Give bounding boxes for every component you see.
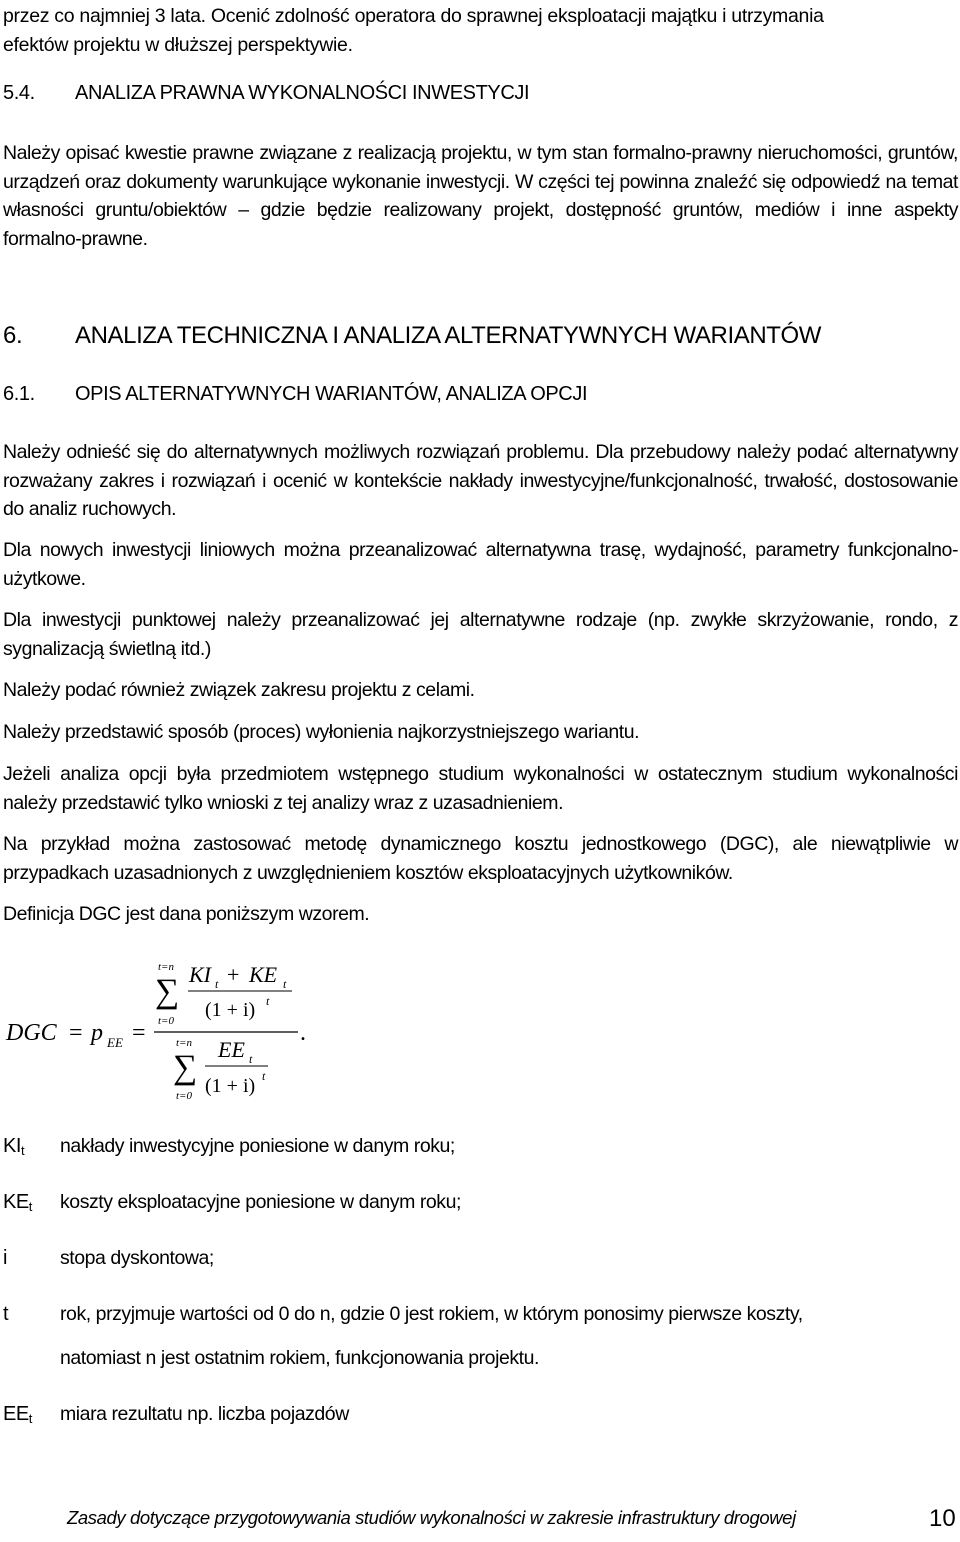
numerator-denominator: (1 + i) (205, 999, 256, 1021)
paragraph-point-investments: Dla inwestycji punktowej należy przeanalizować jej alternatywne rodzaje (np. zwykłe skrzyżowanie, rondo, z sygnalizacją świetlną itd.) (3, 609, 958, 660)
top-paragraph-line-1: przez co najmniej 3 lata. Ocenić zdolność operatora do sprawnej eksploatacji majątku i utrzymania (3, 5, 824, 27)
denominator-exponent: t (262, 1069, 266, 1083)
dgc-formula (0, 958, 420, 1108)
ke-subscript: t (283, 977, 287, 991)
page-footer: Zasady dotyczące przygotowywania studiów wykonalności w zakresie infrastruktury drogowej (67, 1507, 796, 1528)
formula-lhs: DGC (6, 1020, 57, 1046)
ke-term: KE (249, 962, 278, 987)
section-title: ANALIZA PRAWNA WYKONALNOŚCI INWESTYCJI (75, 82, 530, 104)
chapter-6-heading (3, 322, 821, 350)
sigma-symbol-2: ∑ (173, 1049, 198, 1086)
formula-p-subscript: EE (107, 1035, 123, 1050)
definition-text-continued: natomiast n jest ostatnim rokiem, funkcjonowania projektu. (60, 1347, 539, 1369)
ki-subscript: t (215, 977, 219, 991)
ee-subscript: t (249, 1052, 253, 1066)
paragraph-project-goals: Należy podać również związek zakresu projektu z celami. (3, 679, 475, 701)
denominator-denominator: (1 + i) (205, 1075, 256, 1097)
ee-term: EE (218, 1037, 245, 1062)
definition-symbol: i (3, 1247, 7, 1269)
definition-text: miara rezultatu np. liczba pojazdów (60, 1403, 349, 1425)
section-5-4-heading (3, 82, 529, 105)
upper-limit-2: t=n (176, 1037, 192, 1049)
definition-text: koszty eksploatacyjne poniesione w danym roku; (60, 1191, 461, 1213)
paragraph-preliminary-study: Jeżeli analiza opcji była przedmiotem wstępnego studium wykonalności w ostatecznym studium wykonalności należy przedstawić tylko wnioski z tej analizy wraz z uzasadnieniem. (3, 763, 958, 814)
formula-equals: = (69, 1020, 83, 1046)
definition-symbol: $EE_t$ (3, 1403, 32, 1426)
numerator-exponent: t (266, 994, 270, 1008)
section-title: OPIS ALTERNATYWNYCH WARIANTÓW, ANALIZA OPCJI (75, 383, 588, 405)
upper-limit: t=n (158, 961, 174, 973)
sigma-symbol: ∑ (155, 973, 180, 1010)
definition-symbol: $KE_t$ (3, 1191, 32, 1214)
section-number: 6.1. (3, 383, 35, 405)
definition-text: stopa dyskontowa; (60, 1247, 214, 1269)
definition-symbol: t (3, 1303, 9, 1325)
top-paragraph (3, 2, 958, 59)
ki-term: KI (189, 962, 211, 987)
formula-equals-2: = (132, 1020, 146, 1046)
section-6-1-heading (3, 383, 587, 406)
formula-period: . (300, 1020, 306, 1046)
formula-p: p (91, 1020, 103, 1046)
section-number: 5.4. (3, 82, 35, 104)
top-paragraph-line-2: efektów projektu w dłuższej perspektywie. (3, 33, 353, 56)
definition-text: rok, przyjmuje wartości od 0 do n, gdzie 0 jest rokiem, w którym ponosimy pierwsze koszty, (60, 1303, 803, 1325)
paragraph-dgc-definition: Definicja DGC jest dana poniższym wzorem. (3, 903, 370, 925)
chapter-title: ANALIZA TECHNICZNA I ANALIZA ALTERNATYWNYCH WARIANTÓW (75, 322, 822, 349)
definition-text: nakłady inwestycyjne poniesione w danym roku; (60, 1135, 455, 1157)
page-number: 10 (929, 1505, 956, 1532)
chapter-number: 6. (3, 322, 23, 349)
definition-symbol: $KI_t$ (3, 1135, 25, 1158)
lower-limit: t=0 (158, 1015, 174, 1027)
paragraph-alternatives: Należy odnieść się do alternatywnych możliwych rozwiązań problemu. Dla przebudowy należy podać alternatywny rozważany zakres i rozwiązań i ocenić w kontekście nakłady inwestycyjne/funkcjonalność, trwałość, dostosowanie do analiz ruchowych. (3, 441, 958, 520)
paragraph-best-variant: Należy przedstawić sposób (proces) wyłonienia najkorzystniejszego wariantu. (3, 721, 640, 743)
paragraph-dgc-method: Na przykład można zastosować metodę dynamicznego kosztu jednostkowego (DGC), ale niewątpliwie w przypadkach uzasadnionych z uwzględnieniem kosztów eksploatacyjnych użytkowników. (3, 833, 958, 884)
lower-limit-2: t=0 (176, 1090, 192, 1102)
plus-sign: + (227, 962, 240, 987)
section-5-4-paragraph: Należy opisać kwestie prawne związane z realizacją projektu, w tym stan formalno-prawny nieruchomości, gruntów, urządzeń oraz dokumenty warunkujące wykonanie inwestycji. W części tej powinna znaleźć się odpowiedź na temat własności gruntu/obiektów – gdzie będzie realizowany projekt, dostępność gruntów, mediów i inne aspekty formalno-prawne. (3, 142, 958, 250)
paragraph-linear-investments: Dla nowych inwestycji liniowych można przeanalizować alternatywna trasę, wydajność, parametry funkcjonalno-użytkowe. (3, 539, 958, 590)
